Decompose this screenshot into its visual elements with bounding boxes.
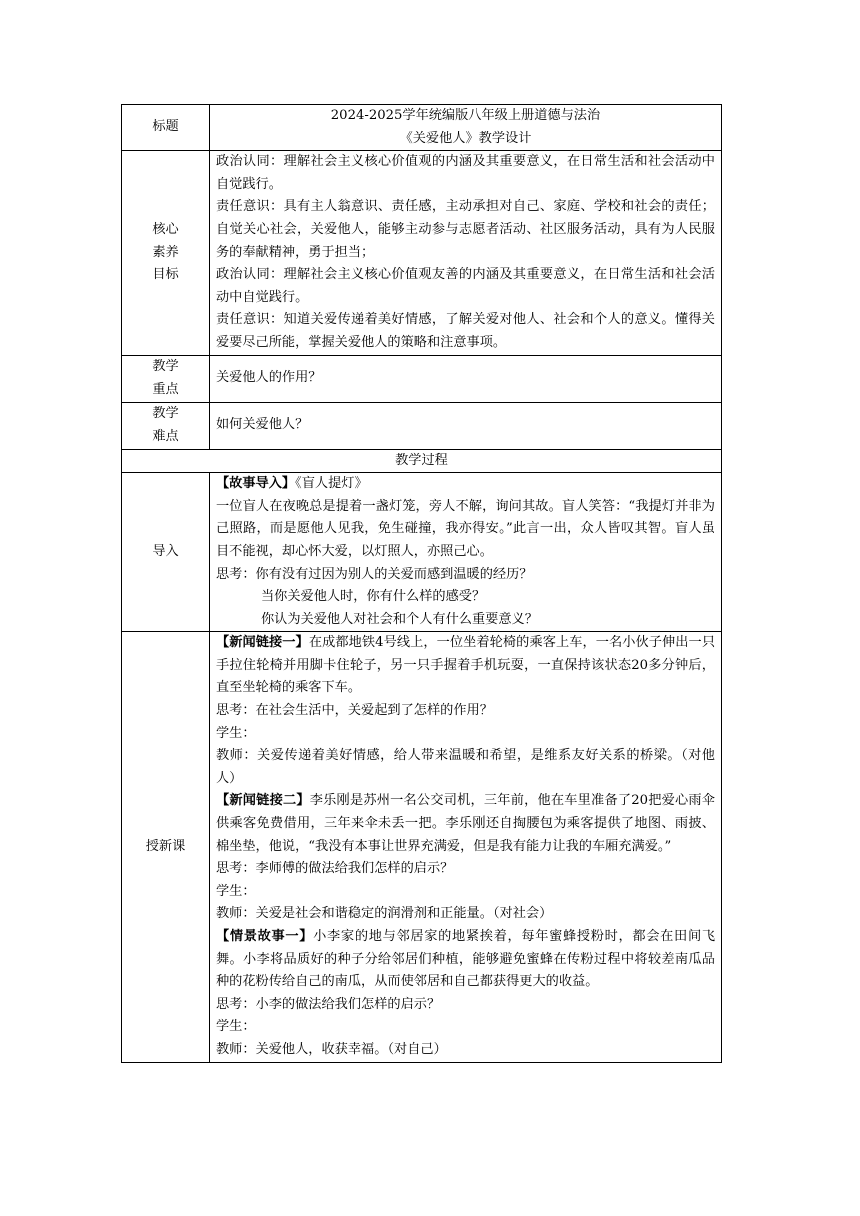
news-2-paragraph	[216, 790, 715, 858]
difficulty-label-line: 难点	[152, 428, 179, 444]
core-goals-label	[122, 151, 210, 355]
news-2-think: 思考：李师傅的做法给我们怎样的启示？	[216, 861, 454, 877]
story-1-tag: 【情景故事一】	[216, 929, 314, 944]
intro-question: 你认为关爱他人对社会和个人有什么重要意义？	[261, 611, 538, 627]
title-line-1: 2024-2025学年统编版八年级上册道德与法治	[330, 108, 601, 123]
new-lesson-content	[210, 632, 722, 1062]
core-goals-row	[122, 151, 722, 355]
story-1-teacher: 教师：关爱他人，收获幸福。（对自己）	[216, 1041, 447, 1057]
goal-paragraph: 责任意识：具有主人翁意识、责任感，主动承担对自己、家庭、学校和社会的责任；自觉关心社会，关爱他人，能够主动参与志愿者活动、社区服务活动，具有为人民服务的奉献精神，勇于担当；	[216, 199, 715, 260]
core-goals-content	[210, 151, 722, 355]
intro-row	[122, 473, 722, 632]
new-lesson-row	[122, 632, 722, 1062]
title-line-2: 《关爱他人》教学设计	[399, 130, 532, 146]
difficulty-row	[122, 402, 722, 449]
news-1-teacher: 教师：关爱传递着美好情感，给人带来温暖和希望，是维系友好关系的桥梁。（对他人）	[216, 748, 715, 786]
news-1-think: 思考：在社会生活中，关爱起到了怎样的作用？	[216, 703, 493, 719]
key-point-label-line: 教学	[152, 358, 179, 374]
intro-heading	[216, 473, 715, 496]
key-point-text: 关爱他人的作用？	[210, 355, 722, 402]
story-1-think: 思考：小李的做法给我们怎样的启示？	[216, 996, 441, 1012]
key-point-label-line: 重点	[152, 381, 179, 397]
lesson-plan-table	[121, 104, 722, 1063]
intro-question: 当你关爱他人时，你有什么样的感受？	[261, 589, 486, 605]
core-goals-label-line: 目标	[152, 267, 179, 283]
title-cell	[210, 105, 722, 151]
intro-content	[210, 473, 722, 632]
difficulty-text: 如何关爱他人？	[210, 402, 722, 449]
core-goals-label-line: 核心	[152, 221, 179, 237]
news-1-student: 学生：	[216, 725, 256, 741]
difficulty-label-line: 教学	[152, 405, 179, 421]
news-2-student: 学生：	[216, 883, 256, 899]
process-header-row	[122, 449, 722, 473]
news-1-paragraph	[216, 632, 715, 700]
intro-heading-tag: 【故事导入】	[216, 476, 296, 492]
title-row	[122, 105, 722, 151]
intro-think: 思考：你有没有过因为别人的关爱而感到温暖的经历？	[216, 566, 533, 582]
news-2-text: 李乐刚是苏州一名公交司机，三年前，他在车里准备了20把爱心雨伞供乘客免费借用，三年来伞未丢一把。李乐刚还自掏腰包为乘客提供了地图、雨披、棉坐垫，他说，“我没有本事让世界充满爱，但是我有能力让我的车厢充满爱。”	[216, 793, 715, 854]
news-2-teacher: 教师：关爱是社会和谐稳定的润滑剂和正能量。（对社会）	[216, 906, 553, 922]
intro-heading-title: 《盲人提灯》	[295, 476, 368, 492]
key-point-row	[122, 355, 722, 402]
goal-paragraph: 政治认同：理解社会主义核心价值观的内涵及其重要意义，在日常生活和社会活动中自觉践行。	[216, 154, 715, 192]
news-1-text: 在成都地铁4号线上，一位坐着轮椅的乘客上车，一名小伙子伸出一只手拉住轮椅并用脚卡住轮子，另一只手握着手机玩耍，一直保持该状态20多分钟后，直至坐轮椅的乘客下车。	[216, 635, 716, 696]
story-1-text: 小李家的地与邻居家的地紧挨着，每年蜜蜂授粉时，都会在田间飞舞。小李将品质好的种子分给邻居们种植，能够避免蜜蜂在传粉过程中将较差南瓜品种的花粉传给自己的南瓜，从而使邻居和自己都获得更大的收益。	[216, 929, 716, 990]
goal-paragraph: 责任意识：知道关爱传递着美好情感，了解关爱对他人、社会和个人的意义。懂得关爱要尽己所能，掌握关爱他人的策略和注意事项。	[216, 312, 715, 350]
new-lesson-label: 授新课	[122, 632, 210, 1062]
key-point-label	[122, 355, 210, 402]
difficulty-label	[122, 402, 210, 449]
news-2-tag: 【新闻链接二】	[216, 793, 310, 809]
story-1-student: 学生：	[216, 1019, 256, 1035]
title-label: 标题	[122, 105, 210, 151]
intro-label: 导入	[122, 473, 210, 632]
process-header: 教学过程	[122, 449, 722, 473]
story-1-paragraph	[216, 926, 715, 994]
news-1-tag: 【新闻链接一】	[216, 635, 309, 651]
goal-paragraph: 政治认同：理解社会主义核心价值观友善的内涵及其重要意义，在日常生活和社会活动中自觉践行。	[216, 267, 715, 305]
intro-story: 一位盲人在夜晚总是提着一盏灯笼，旁人不解，询问其故。盲人笑答：“我提灯并非为己照路，而是愿他人见我，免生碰撞，我亦得安。”此言一出，众人皆叹其智。盲人虽目不能视，却心怀大爱，以灯照人，亦照己心。	[216, 498, 715, 559]
core-goals-label-line: 素养	[152, 244, 179, 260]
